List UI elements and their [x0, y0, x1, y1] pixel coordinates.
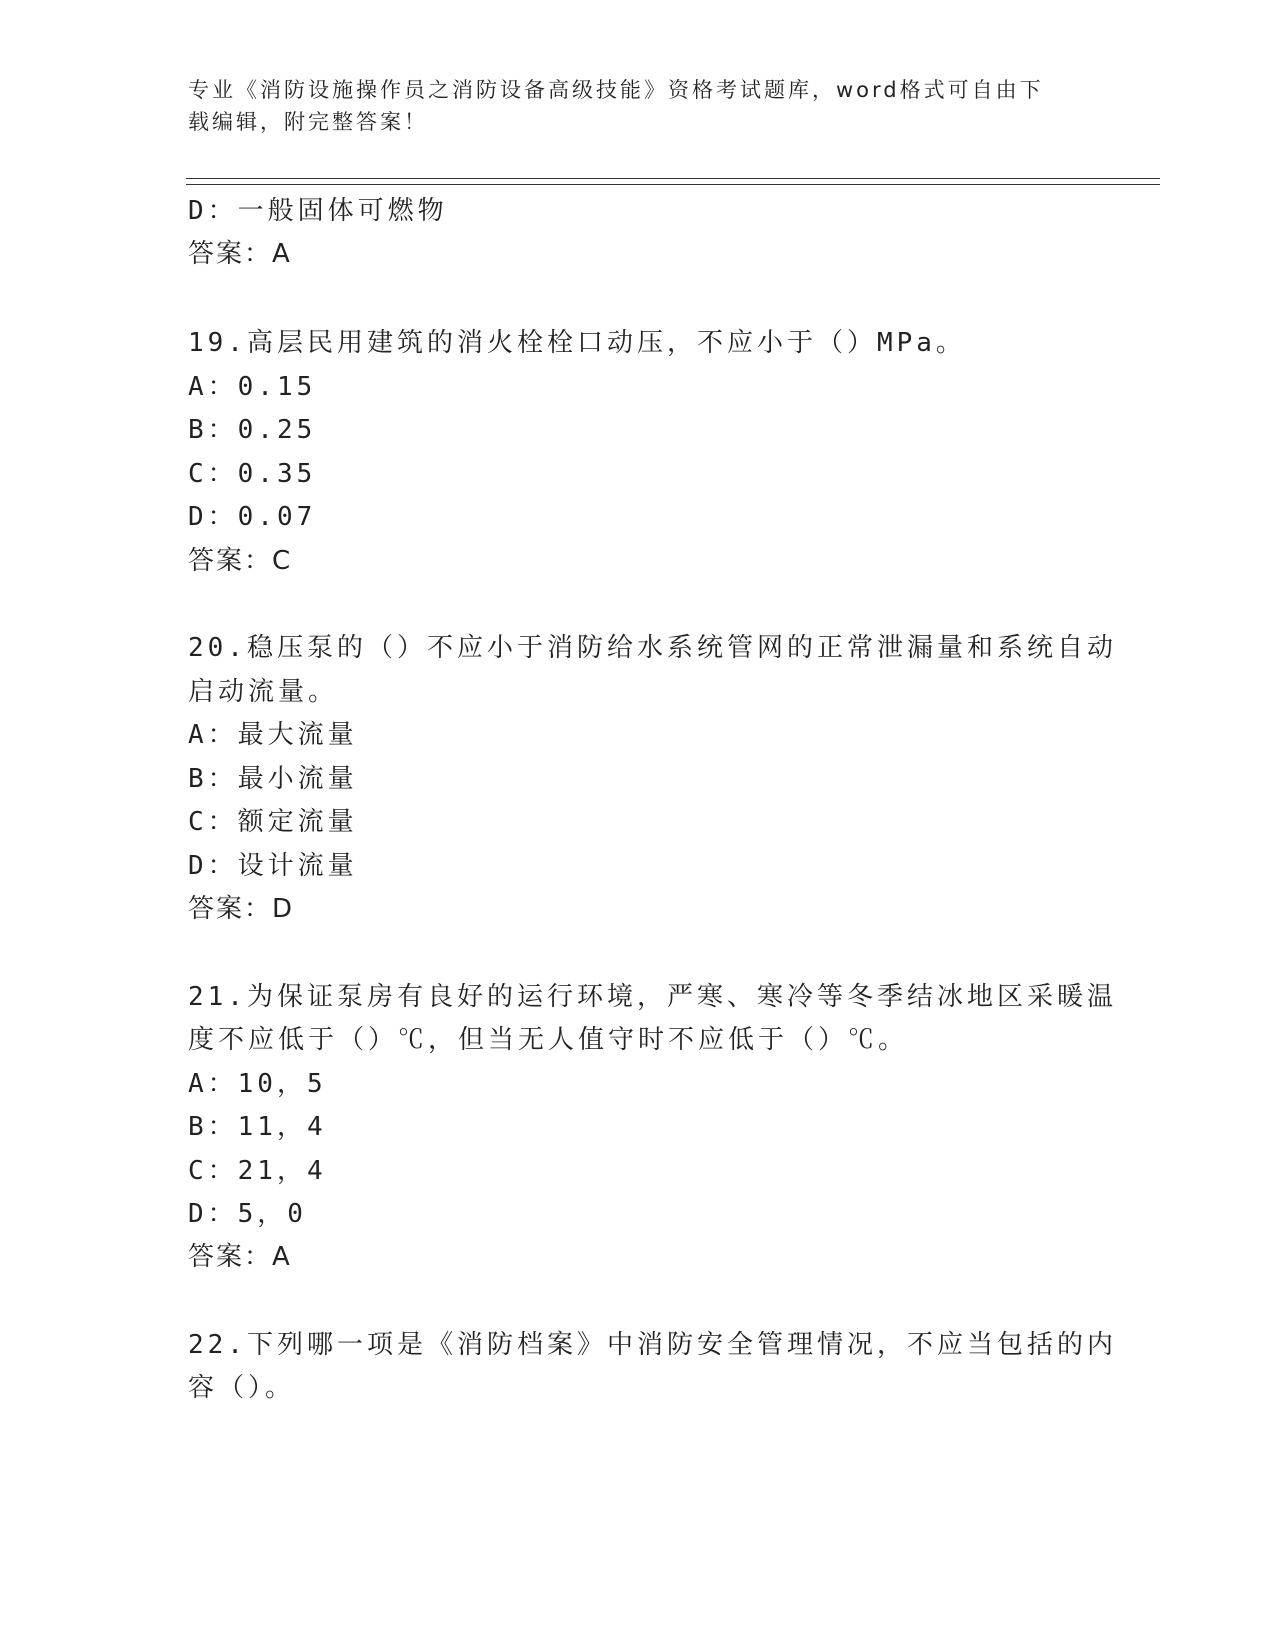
prev-option-d: D：一般固体可燃物 [188, 196, 448, 226]
q20-option-a: A：最大流量 [188, 720, 358, 750]
prev-answer: 答案：A [188, 239, 292, 269]
q20-option-b: B：最小流量 [188, 764, 358, 794]
q19-option-a: A：0.15 [188, 372, 317, 402]
q20-stem-line-1: 20.稳压泵的（）不应小于消防给水系统管网的正常泄漏量和系统自动 [188, 633, 1117, 663]
q20-answer: 答案：D [188, 894, 295, 924]
document-header [188, 74, 1088, 138]
q21-option-c: C：21，4 [188, 1156, 327, 1186]
q19-stem: 19.高层民用建筑的消火栓栓口动压，不应小于（）MPa。 [188, 328, 966, 358]
header-line-1: 专业《消防设施操作员之消防设备高级技能》资格考试题库，word格式可自由下 [188, 78, 1044, 102]
q22-stem-line-1: 22.下列哪一项是《消防档案》中消防安全管理情况，不应当包括的内 [188, 1330, 1117, 1360]
q20-stem-line-2: 启动流量。 [188, 677, 339, 707]
q19-option-d: D：0.07 [188, 502, 317, 532]
q21-stem-line-2: 度不应低于（）℃，但当无人值守时不应低于（）℃。 [188, 1025, 909, 1055]
q19-option-b: B：0.25 [188, 415, 317, 445]
q21-stem-line-1: 21.为保证泵房有良好的运行环境，严寒、寒冷等冬季结冰地区采暖温 [188, 982, 1117, 1012]
q19-option-c: C：0.35 [188, 459, 317, 489]
q21-option-d: D：5，0 [188, 1199, 307, 1229]
header-divider-top [186, 178, 1160, 179]
q19-answer: 答案：C [188, 546, 293, 576]
q22-stem-line-2: 容（）。 [188, 1373, 296, 1403]
q21-option-b: B：11，4 [188, 1112, 327, 1142]
header-line-2: 载编辑，附完整答案！ [188, 110, 428, 134]
q21-option-a: A：10，5 [188, 1069, 327, 1099]
header-divider-bottom [186, 184, 1160, 185]
q21-answer: 答案：A [188, 1242, 292, 1272]
q20-option-c: C：额定流量 [188, 807, 358, 837]
q20-option-d: D：设计流量 [188, 851, 358, 881]
